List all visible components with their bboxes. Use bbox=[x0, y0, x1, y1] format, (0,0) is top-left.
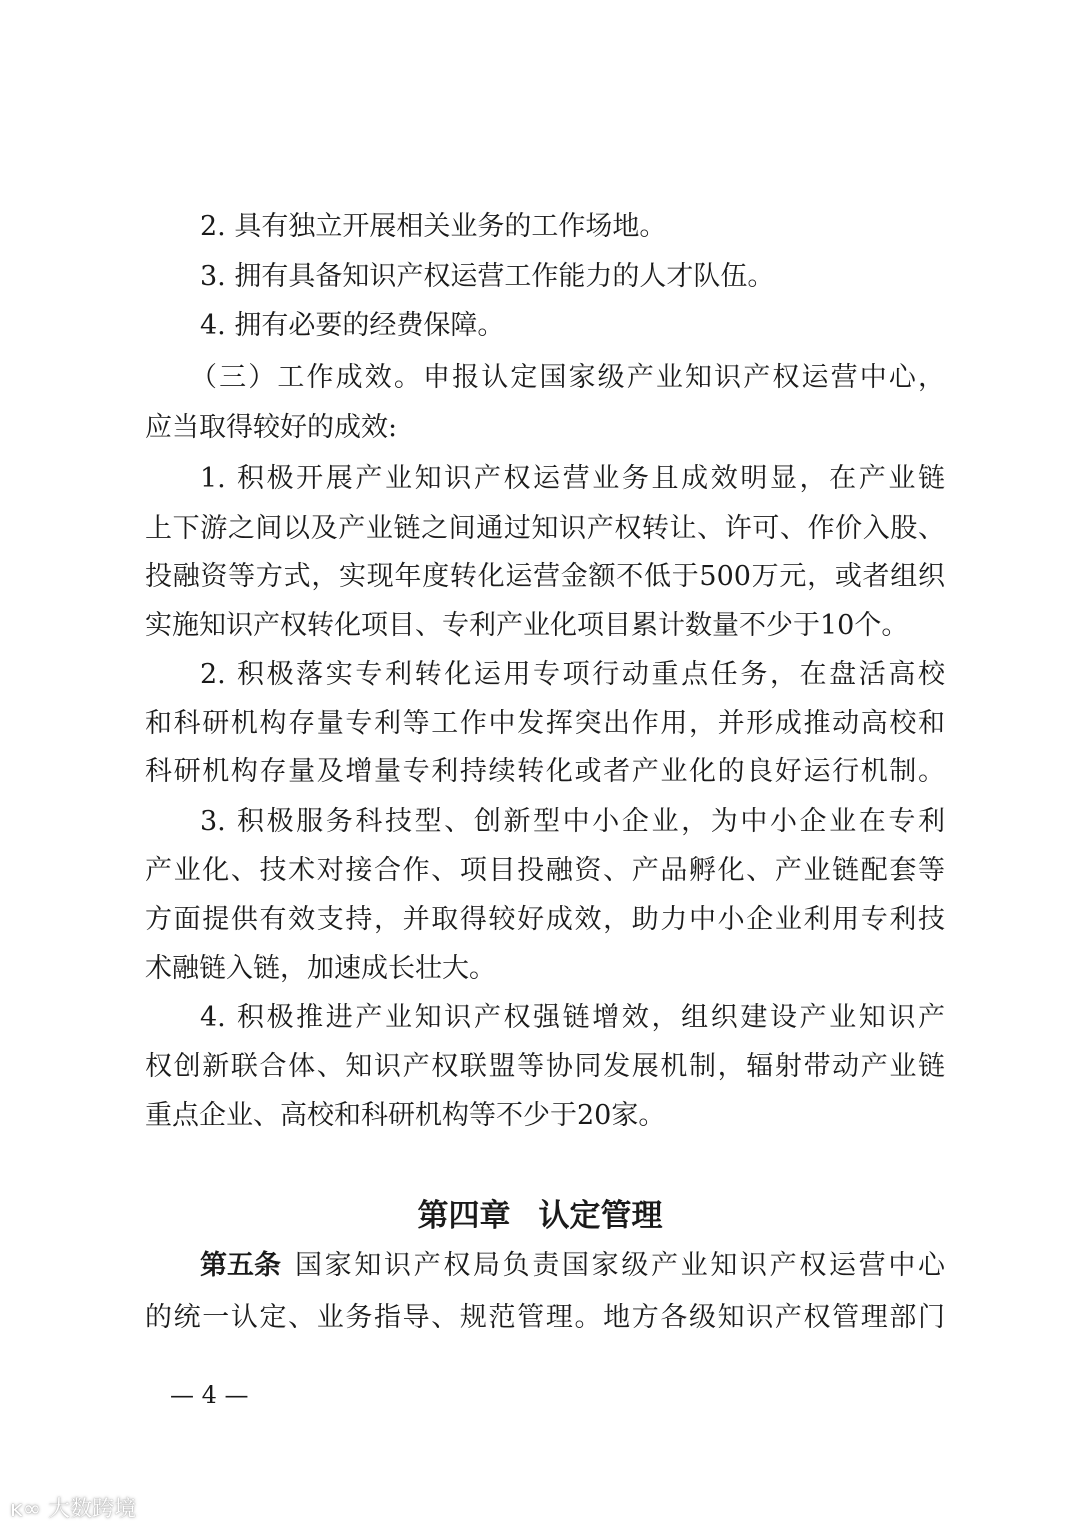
watermark bbox=[10, 1492, 136, 1523]
paragraph-line: （三）工作成效。申报认定国家级产业知识产权运营中心， bbox=[190, 362, 945, 393]
paragraph-line: 4. 积极推进产业知识产权强链增效，组织建设产业知识产 bbox=[200, 1002, 945, 1033]
paragraph-line: 的统一认定、业务指导、规范管理。地方各级知识产权管理部门 bbox=[145, 1302, 945, 1333]
watermark-text: 大数跨境 bbox=[48, 1497, 137, 1522]
paragraph-line: 科研机构存量及增量专利持续转化或者产业化的良好运行机制。 bbox=[145, 756, 945, 787]
article-text: 国家知识产权局负责国家级产业知识产权运营中心 bbox=[295, 1250, 945, 1281]
paragraph-line: 2. 积极落实专利转化运用专项行动重点任务，在盘活高校 bbox=[200, 659, 945, 690]
paragraph-line: 方面提供有效支持，并取得较好成效，助力中小企业利用专利技 bbox=[145, 904, 945, 935]
paragraph-line: 3. 拥有具备知识产权运营工作能力的人才队伍。 bbox=[200, 261, 775, 292]
paragraph-line: 实施知识产权转化项目、专利产业化项目累计数量不少于10个。 bbox=[145, 610, 909, 641]
paragraph-line: 1. 积极开展产业知识产权运营业务且成效明显，在产业链 bbox=[200, 463, 945, 494]
paragraph-line: 权创新联合体、知识产权联盟等协同发展机制，辐射带动产业链 bbox=[145, 1051, 945, 1082]
chapter-number: 第四章 bbox=[417, 1198, 511, 1234]
paragraph-line: 和科研机构存量专利等工作中发挥突出作用，并形成推动高校和 bbox=[145, 708, 945, 739]
page-number: — 4 — bbox=[170, 1381, 249, 1409]
paragraph-line: 上下游之间以及产业链之间通过知识产权转让、许可、作价入股、 bbox=[145, 513, 945, 544]
article-label: 第五条 bbox=[200, 1250, 281, 1281]
paragraph-line: 产业化、技术对接合作、项目投融资、产品孵化、产业链配套等 bbox=[145, 855, 945, 886]
watermark-logo-icon: ᴋ∞ bbox=[10, 1497, 49, 1522]
article-line bbox=[200, 1249, 945, 1283]
paragraph-line: 4. 拥有必要的经费保障。 bbox=[200, 310, 505, 341]
chapter-heading bbox=[0, 1196, 1080, 1236]
paragraph-line: 3. 积极服务科技型、创新型中小企业，为中小企业在专利 bbox=[200, 806, 945, 837]
paragraph-line: 应当取得较好的成效: bbox=[145, 412, 398, 443]
chapter-title: 认定管理 bbox=[538, 1198, 663, 1234]
paragraph-line: 术融链入链，加速成长壮大。 bbox=[145, 953, 496, 984]
paragraph-line: 投融资等方式，实现年度转化运营金额不低于500万元，或者组织 bbox=[145, 561, 945, 592]
paragraph-line: 重点企业、高校和科研机构等不少于20家。 bbox=[145, 1100, 666, 1131]
paragraph-line: 2. 具有独立开展相关业务的工作场地。 bbox=[200, 211, 667, 242]
